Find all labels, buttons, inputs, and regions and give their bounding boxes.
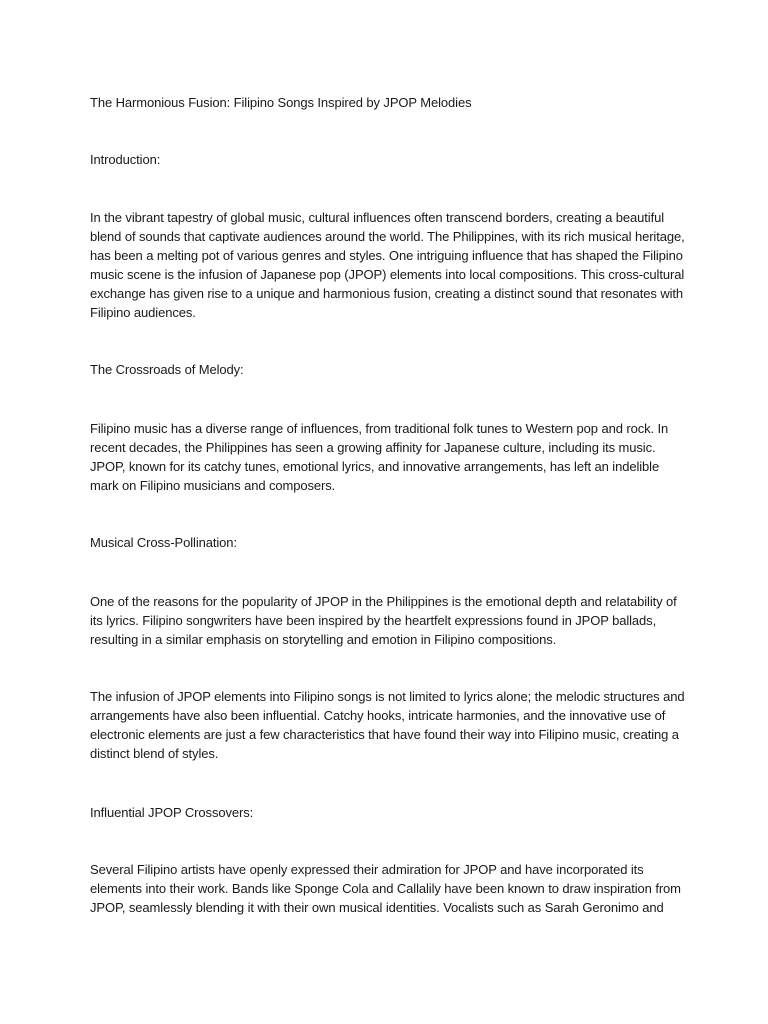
document-title: The Harmonious Fusion: Filipino Songs Inspired by JPOP Melodies <box>90 95 472 110</box>
section-heading-crossroads: The Crossroads of Melody: <box>90 362 244 377</box>
section-heading-introduction: Introduction: <box>90 152 161 167</box>
paragraph-cross-pollination-2: The infusion of JPOP elements into Filipino songs is not limited to lyrics alone; the melodic structures and arrangements have also been influential. Catchy hooks, intricate harmonies, and the innovative use of electronic elements are just a few characteristics that have found their way into Filipino music, creating a distinct blend of styles. <box>90 689 685 761</box>
section-heading-cross-pollination: Musical Cross-Pollination: <box>90 535 237 550</box>
paragraph-crossovers: Several Filipino artists have openly expressed their admiration for JPOP and have incorporated its elements into their work. Bands like Sponge Cola and Callalily have been known to draw inspiration from JPOP, seamlessly blending it with their own musical identities. Vocalists such as Sarah Geronimo and <box>90 862 681 915</box>
paragraph-introduction: In the vibrant tapestry of global music, cultural influences often transcend borders, creating a beautiful blend of sounds that captivate audiences around the world. The Philippines, with its rich musical heritage, has been a melting pot of various genres and styles. One intriguing influence that has shaped the Filipino music scene is the infusion of Japanese pop (JPOP) elements into local compositions. This cross-cultural exchange has given rise to a unique and harmonious fusion, creating a distinct sound that resonates with Filipino audiences. <box>90 210 685 320</box>
paragraph-cross-pollination-1: One of the reasons for the popularity of JPOP in the Philippines is the emotional depth and relatability of its lyrics. Filipino songwriters have been inspired by the heartfelt expressions found in JPOP ballads, resulting in a similar emphasis on storytelling and emotion in Filipino compositions. <box>90 594 677 647</box>
section-heading-crossovers: Influential JPOP Crossovers: <box>90 805 254 820</box>
paragraph-crossroads: Filipino music has a diverse range of influences, from traditional folk tunes to Western pop and rock. In recent decades, the Philippines has seen a growing affinity for Japanese culture, including its music. JPOP, known for its catchy tunes, emotional lyrics, and innovative arrangements, has left an indelible mark on Filipino musicians and composers. <box>90 421 669 493</box>
